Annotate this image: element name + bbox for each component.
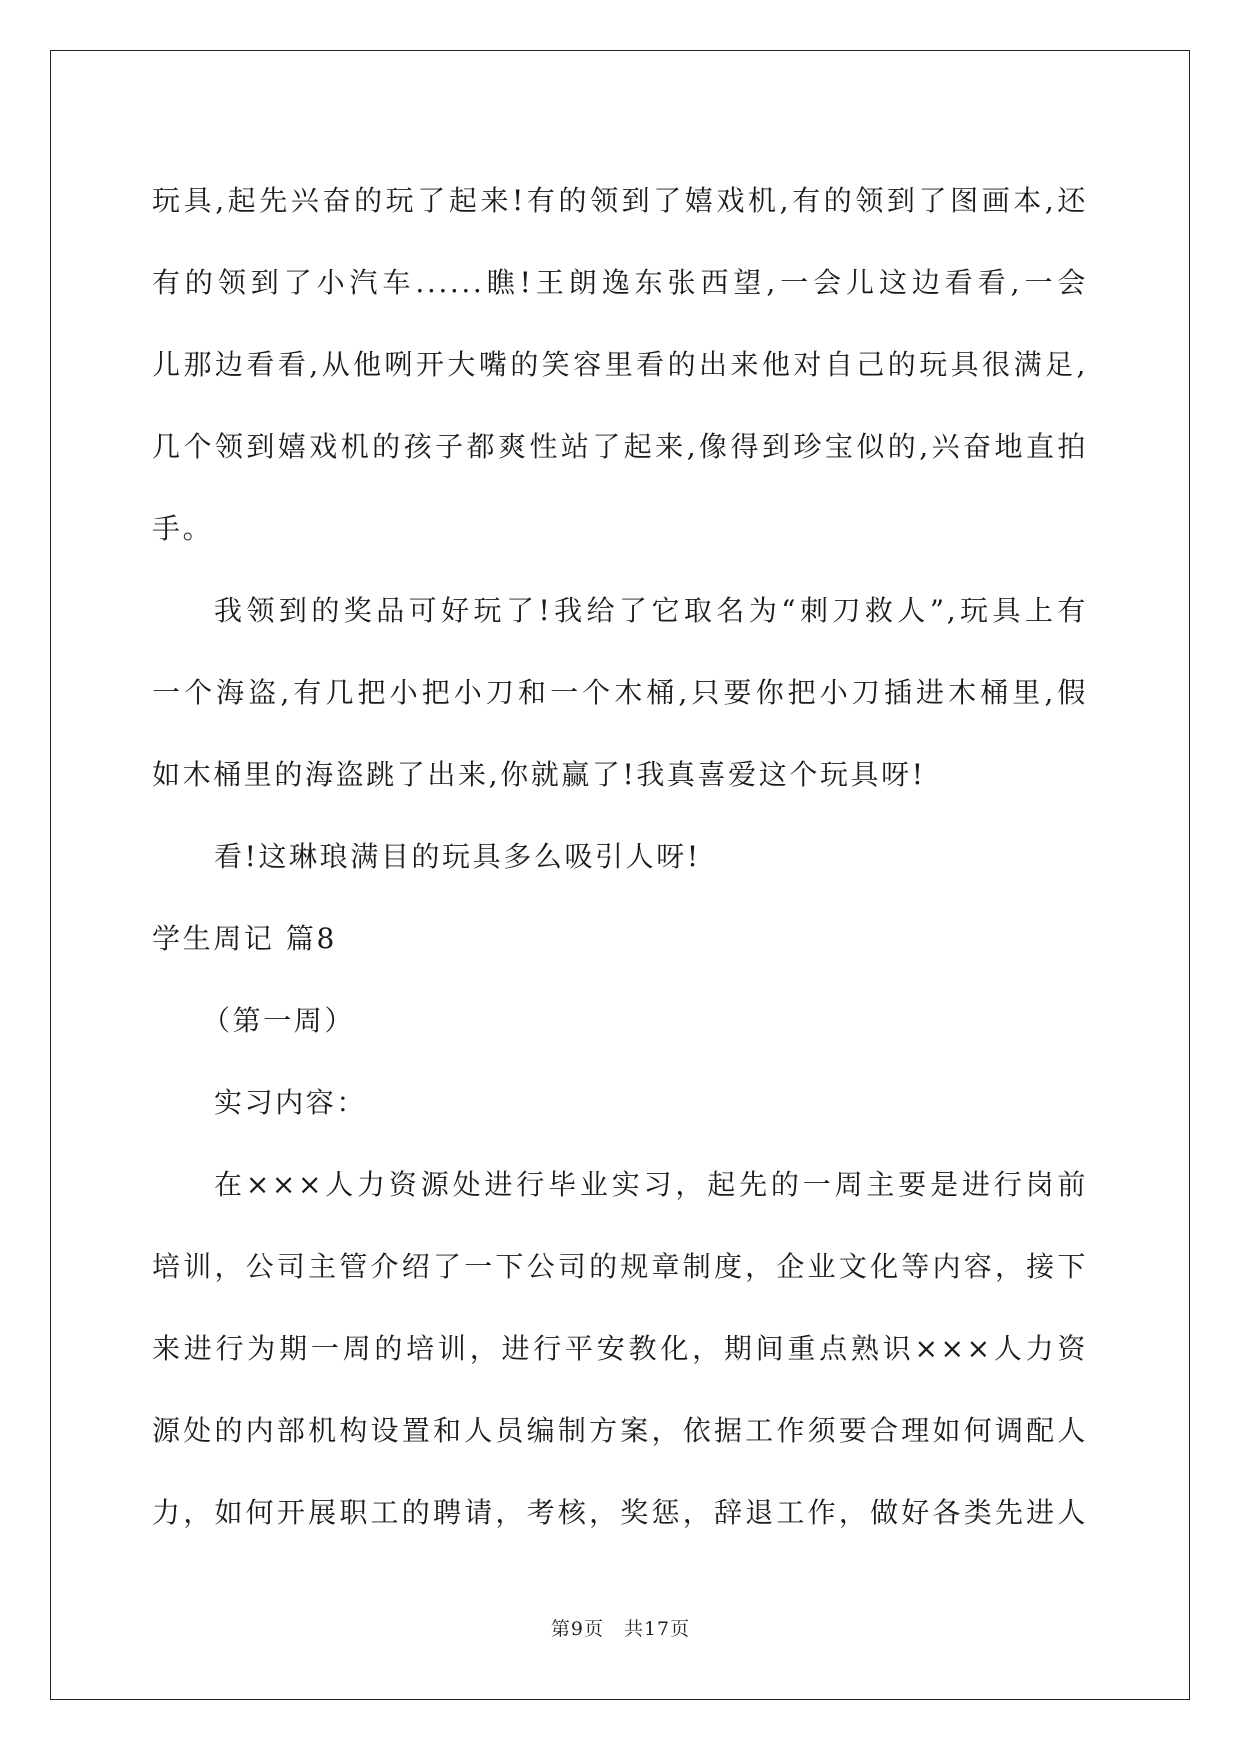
text-line: 一个海盗,有几把小把小刀和一个木桶,只要你把小刀插进木桶里,假 bbox=[152, 676, 1088, 709]
section-heading: 学生周记 篇8 bbox=[152, 922, 337, 955]
page-number: 第9页 bbox=[550, 1618, 604, 1640]
paragraph-start-line: 在×××人力资源处进行毕业实习，起先的一周主要是进行岗前 bbox=[214, 1168, 1088, 1201]
text-line: 培训，公司主管介绍了一下公司的规章制度，企业文化等内容，接下 bbox=[152, 1250, 1088, 1283]
text-line: 几个领到嬉戏机的孩子都爽性站了起来,像得到珍宝似的,兴奋地直拍 bbox=[152, 430, 1088, 463]
text-line: 儿那边看看,从他咧开大嘴的笑容里看的出来他对自己的玩具很满足, bbox=[152, 348, 1088, 381]
text-line: 手。 bbox=[152, 512, 214, 545]
text-line: 有的领到了小汽车......瞧!王朗逸东张西望,一会儿这边看看,一会 bbox=[152, 266, 1088, 299]
page-footer bbox=[0, 1614, 1241, 1641]
page-total: 共17页 bbox=[623, 1618, 691, 1640]
text-line: 力，如何开展职工的聘请，考核，奖惩，辞退工作，做好各类先进人 bbox=[152, 1496, 1088, 1529]
text-line: 玩具,起先兴奋的玩了起来!有的领到了嬉戏机,有的领到了图画本,还 bbox=[152, 184, 1088, 217]
text-line: 来进行为期一周的培训，进行平安教化，期间重点熟识×××人力资 bbox=[152, 1332, 1088, 1365]
paragraph-start-line: 我领到的奖品可好玩了!我给了它取名为“刺刀救人”,玩具上有 bbox=[214, 594, 1088, 627]
text-line: 源处的内部机构设置和人员编制方案，依据工作须要合理如何调配人 bbox=[152, 1414, 1088, 1447]
text-line: 如木桶里的海盗跳了出来,你就赢了!我真喜爱这个玩具呀! bbox=[152, 758, 926, 791]
subheading-internship-content: 实习内容： bbox=[214, 1086, 368, 1119]
week-label: （第一周） bbox=[202, 1004, 356, 1037]
paragraph-start-line: 看!这琳琅满目的玩具多么吸引人呀! bbox=[214, 840, 701, 873]
document-body bbox=[152, 160, 1088, 1554]
